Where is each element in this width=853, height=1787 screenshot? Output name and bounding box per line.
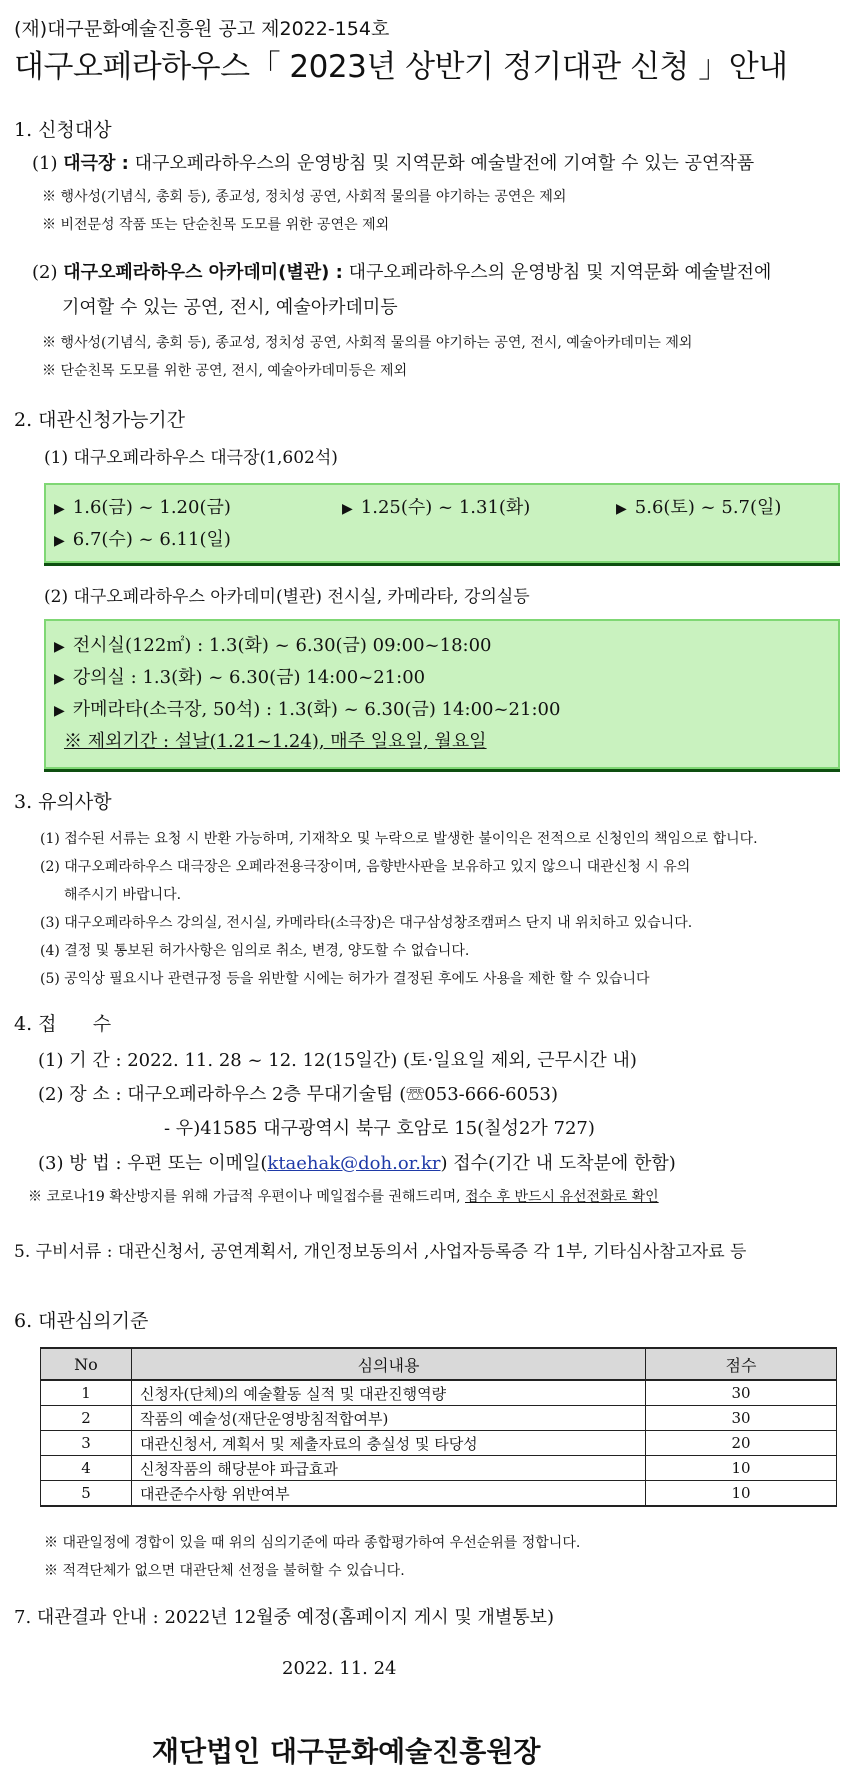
- issuer-signature: 재단법인 대구문화예술진흥원장: [152, 1735, 541, 1768]
- grand-theater-period-box: [44, 483, 840, 563]
- arrow-icon: ▶: [54, 533, 65, 549]
- period-item: [54, 631, 492, 657]
- exclusion-period: ※ 제외기간 : 설날(1.21~1.24), 매주 일요일, 월요일: [64, 731, 487, 752]
- period-item: [616, 493, 781, 519]
- cell-content: 대관준수사항 위반여부: [132, 1481, 646, 1507]
- table-row: [41, 1431, 837, 1456]
- cell-no: 1: [41, 1380, 132, 1406]
- caution-item: (1) 접수된 서류는 요청 시 반환 가능하며, 기재착오 및 누락으로 발생한 불이익은 전적으로 신청인의 책임으로 합니다.: [40, 831, 758, 847]
- target-item-1-text: 대구오페라하우스의 운영방침 및 지역문화 예술발전에 기여할 수 있는 공연작품: [134, 153, 755, 174]
- arrow-icon: ▶: [342, 501, 353, 517]
- receipt-address: - 우)41585 대구광역시 북구 호암로 15(칠성2가 727): [164, 1118, 595, 1139]
- period-item: [54, 493, 231, 519]
- cell-score: 10: [646, 1481, 837, 1507]
- table-row: [41, 1406, 837, 1431]
- cell-score: 30: [646, 1380, 837, 1406]
- section-2-heading: 2. 대관신청가능기간: [14, 409, 185, 431]
- cell-score: 10: [646, 1456, 837, 1481]
- receipt-note: [28, 1186, 659, 1206]
- criteria-note-2: ※ 적격단체가 없으면 대관단체 선정을 불허할 수 있습니다.: [44, 1563, 405, 1579]
- receipt-method: [38, 1149, 676, 1175]
- period-item: [54, 525, 231, 551]
- notice-date: 2022. 11. 24: [282, 1658, 397, 1679]
- table-row: [41, 1456, 837, 1481]
- caution-item: (2) 대구오페라하우스 대극장은 오페라전용극장이며, 음향반사판을 보유하고 있지 않으니 대관신청 시 유의: [40, 859, 691, 875]
- period-text: 6.7(수) ~ 6.11(일): [72, 529, 231, 550]
- target-item-2-number: (2): [32, 262, 58, 283]
- period-sub-1: (1) 대구오페라하우스 대극장(1,602석): [44, 448, 338, 468]
- result-notice: 7. 대관결과 안내 : 2022년 12월중 예정(홈페이지 게시 및 개별통보): [14, 1607, 555, 1628]
- cell-content: 신청자(단체)의 예술활동 실적 및 대관진행역량: [132, 1380, 646, 1406]
- cell-score: 20: [646, 1431, 837, 1456]
- target-item-2-note-2: ※ 단순친목 도모를 위한 공연, 전시, 예술아카데미등은 제외: [42, 363, 408, 379]
- arrow-icon: ▶: [54, 703, 65, 719]
- caution-item: (3) 대구오페라하우스 강의실, 전시실, 카메라타(소극장)은 대구삼성창조캠퍼스 단지 내 위치하고 있습니다.: [40, 915, 693, 931]
- criteria-note-1: ※ 대관일정에 경합이 있을 때 위의 심의기준에 따라 종합평가하여 우선순위를 정합니다.: [44, 1535, 581, 1551]
- target-item-2-text: 대구오페라하우스의 운영방침 및 지역문화 예술발전에: [348, 262, 772, 283]
- cell-content: 작품의 예술성(재단운영방침적합여부): [132, 1406, 646, 1431]
- receipt-period: (1) 기 간 : 2022. 11. 28 ~ 12. 12(15일간) (토·일요일 제외, 근무시간 내): [38, 1050, 637, 1071]
- column-header-no: No: [41, 1348, 132, 1380]
- receipt-place: (2) 장 소 : 대구오페라하우스 2층 무대기술팀 (☏053-666-6053): [38, 1084, 559, 1105]
- cell-content: 대관신청서, 계획서 및 제출자료의 충실성 및 타당성: [132, 1431, 646, 1456]
- period-text: 카메라타(소극장, 50석) : 1.3(화) ~ 6.30(금) 14:00~21:00: [72, 699, 561, 720]
- cell-content: 신청작품의 해당분야 파급효과: [132, 1456, 646, 1481]
- period-item: [54, 695, 560, 721]
- cell-no: 5: [41, 1481, 132, 1507]
- review-criteria-table: [40, 1347, 837, 1507]
- table-row: [41, 1481, 837, 1507]
- cell-no: 3: [41, 1431, 132, 1456]
- section-3-heading: 3. 유의사항: [14, 791, 112, 813]
- target-item-1: [32, 149, 754, 175]
- period-text: 강의실 : 1.3(화) ~ 6.30(금) 14:00~21:00: [72, 667, 426, 688]
- receipt-note-emphasis: 접수 후 반드시 유선전화로 확인: [465, 1189, 659, 1205]
- required-documents: 5. 구비서류 : 대관신청서, 공연계획서, 개인정보동의서 ,사업자등록증 각 1부, 기타심사참고자료 등: [14, 1242, 747, 1262]
- arrow-icon: ▶: [54, 671, 65, 687]
- period-text: 1.6(금) ~ 1.20(금): [72, 497, 231, 518]
- column-header-content: 심의내용: [132, 1348, 646, 1380]
- section-1-heading: 1. 신청대상: [14, 119, 112, 141]
- target-item-1-note-2: ※ 비전문성 작품 또는 단순친목 도모를 위한 공연은 제외: [42, 217, 390, 233]
- cell-no: 2: [41, 1406, 132, 1431]
- target-item-2-label: 대구오페라하우스 아카데미(별관) :: [63, 262, 343, 283]
- target-item-1-label: 대극장 :: [63, 153, 129, 174]
- column-header-score: 점수: [646, 1348, 837, 1380]
- cell-no: 4: [41, 1456, 132, 1481]
- email-link[interactable]: ktaehak@doh.or.kr: [267, 1153, 441, 1174]
- caution-item-cont: 해주시기 바랍니다.: [64, 887, 182, 903]
- target-item-1-number: (1): [32, 153, 58, 174]
- receipt-note-text: ※ 코로나19 확산방지를 위해 가급적 우편이나 메일접수를 권해드리며,: [28, 1189, 466, 1205]
- caution-item: (4) 결정 및 통보된 허가사항은 임의로 취소, 변경, 양도할 수 없습니다.: [40, 943, 470, 959]
- notice-number: (재)대구문화예술진흥원 공고 제2022-154호: [14, 18, 390, 40]
- target-item-1-note-1: ※ 행사성(기념식, 총회 등), 종교성, 정치성 공연, 사회적 물의를 야기하는 공연은 제외: [42, 189, 567, 205]
- table-header-row: [41, 1348, 837, 1380]
- target-item-2-note-1: ※ 행사성(기념식, 총회 등), 종교성, 정치성 공연, 사회적 물의를 야기하는 공연, 전시, 예술아카데미는 제외: [42, 335, 693, 351]
- period-item: [342, 493, 530, 519]
- arrow-icon: ▶: [616, 501, 627, 517]
- cell-score: 30: [646, 1406, 837, 1431]
- section-6-heading: 6. 대관심의기준: [14, 1310, 149, 1332]
- arrow-icon: ▶: [54, 639, 65, 655]
- table-row: [41, 1380, 837, 1406]
- period-text: 5.6(토) ~ 5.7(일): [634, 497, 782, 518]
- period-text: 1.25(수) ~ 1.31(화): [360, 497, 531, 518]
- receipt-method-suffix: ) 접수(기간 내 도착분에 한함): [440, 1153, 676, 1174]
- target-item-2: [32, 258, 771, 284]
- academy-period-box: [44, 619, 840, 769]
- receipt-method-prefix: (3) 방 법 : 우편 또는 이메일(: [38, 1153, 268, 1174]
- target-item-2-text-cont: 기여할 수 있는 공연, 전시, 예술아카데미등: [62, 297, 398, 318]
- arrow-icon: ▶: [54, 501, 65, 517]
- caution-item: (5) 공익상 필요시나 관련규정 등을 위반할 시에는 허가가 결정된 후에도 사용을 제한 할 수 있습니다: [40, 971, 650, 987]
- period-text: 전시실(122㎡) : 1.3(화) ~ 6.30(금) 09:00~18:00: [72, 635, 492, 656]
- page-title: 대구오페라하우스「 2023년 상반기 정기대관 신청 」안내: [14, 49, 788, 85]
- section-4-heading: 4. 접 수: [14, 1013, 112, 1035]
- period-item: [54, 663, 425, 689]
- period-sub-2: (2) 대구오페라하우스 아카데미(별관) 전시실, 카메라타, 강의실등: [44, 587, 530, 607]
